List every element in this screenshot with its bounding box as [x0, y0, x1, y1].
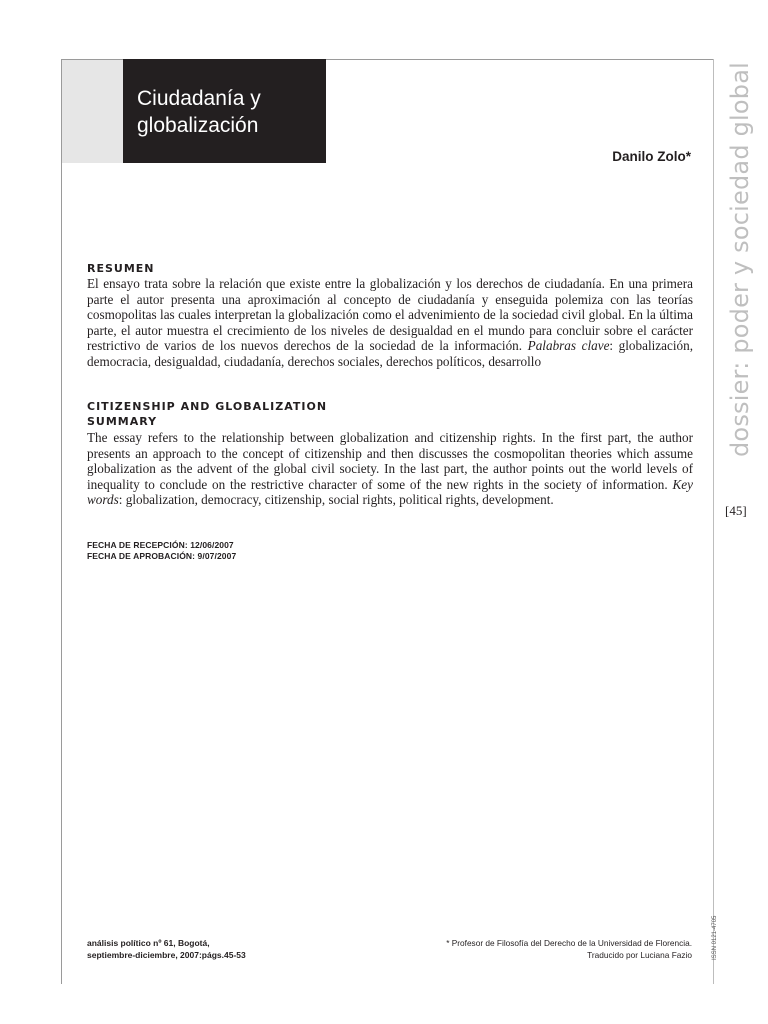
page-frame-right-rule — [713, 59, 714, 984]
resumen-keywords-label: Palabras clave — [527, 338, 610, 353]
journal-citation-line-1: análisis político nº 61, Bogotá, — [87, 938, 210, 948]
journal-citation — [87, 937, 246, 961]
summary-keywords-label: Key words — [87, 476, 694, 507]
resumen-keywords: : globalización, democracia, desigualdad, ciudadanía, derechos sociales, derechos políticos, desarrollo — [87, 338, 694, 369]
summary-heading: SUMMARY — [87, 415, 158, 428]
page-frame-left-rule — [61, 59, 62, 984]
footnote-line-1: * Profesor de Filosofía del Derecho de la Universidad de Florencia. — [446, 938, 692, 948]
approval-date: FECHA DE APROBACIÓN: 9/07/2007 — [87, 551, 237, 561]
reception-date: FECHA DE RECEPCIÓN: 12/06/2007 — [87, 540, 234, 550]
summary-body: The essay refers to the relationship between globalization and citizenship rights. In the first part, the author presents an approach to the concept of citizenship and then discusses the cosmopolitan theories which assume globalization as the advent of the global civil society. In the last part, the author points out the world levels of inequality to conclude on the restrictive character of some of the new rights in the society of information. — [87, 430, 693, 492]
issn-label: ISSN 0121-4705 — [712, 915, 718, 960]
journal-citation-line-2: septiembre-diciembre, 2007:págs.45-53 — [87, 950, 246, 960]
page-number: [45] — [725, 503, 747, 518]
section-side-title: dossier: poder y sociedad global — [726, 62, 754, 457]
article-dates — [87, 540, 236, 562]
summary-title-heading: CITIZENSHIP AND GLOBALIZATION — [87, 400, 328, 413]
resumen-paragraph — [87, 276, 693, 369]
author-footnote — [446, 937, 692, 961]
footnote-line-2: Traducido por Luciana Fazio — [587, 950, 692, 960]
article-title-line-2: globalización — [137, 114, 259, 137]
author-name: Danilo Zolo* — [612, 149, 691, 164]
resumen-body: El ensayo trata sobre la relación que existe entre la globalización y los derechos de ciudadanía. En una primera parte el autor presenta una aproximación al concepto de ciudadanía y enseguida polemiza con las teorías cosmopolitas las cuales interpretan la globalización como el advenimiento de la sociedad civil global. En la última parte, el autor muestra el crecimiento de los niveles de desigualdad en el mundo para concluir sobre el carácter restrictivo de varios de los nuevos derechos de la sociedad de la información. — [87, 276, 693, 353]
article-title-line-1: Ciudadanía y — [137, 87, 261, 110]
header-grey-block — [62, 60, 123, 163]
article-title-box — [123, 59, 326, 163]
resumen-heading: RESUMEN — [87, 262, 155, 275]
summary-paragraph — [87, 430, 693, 508]
summary-keywords: : globalization, democracy, citizenship, social rights, political rights, development. — [118, 492, 554, 507]
